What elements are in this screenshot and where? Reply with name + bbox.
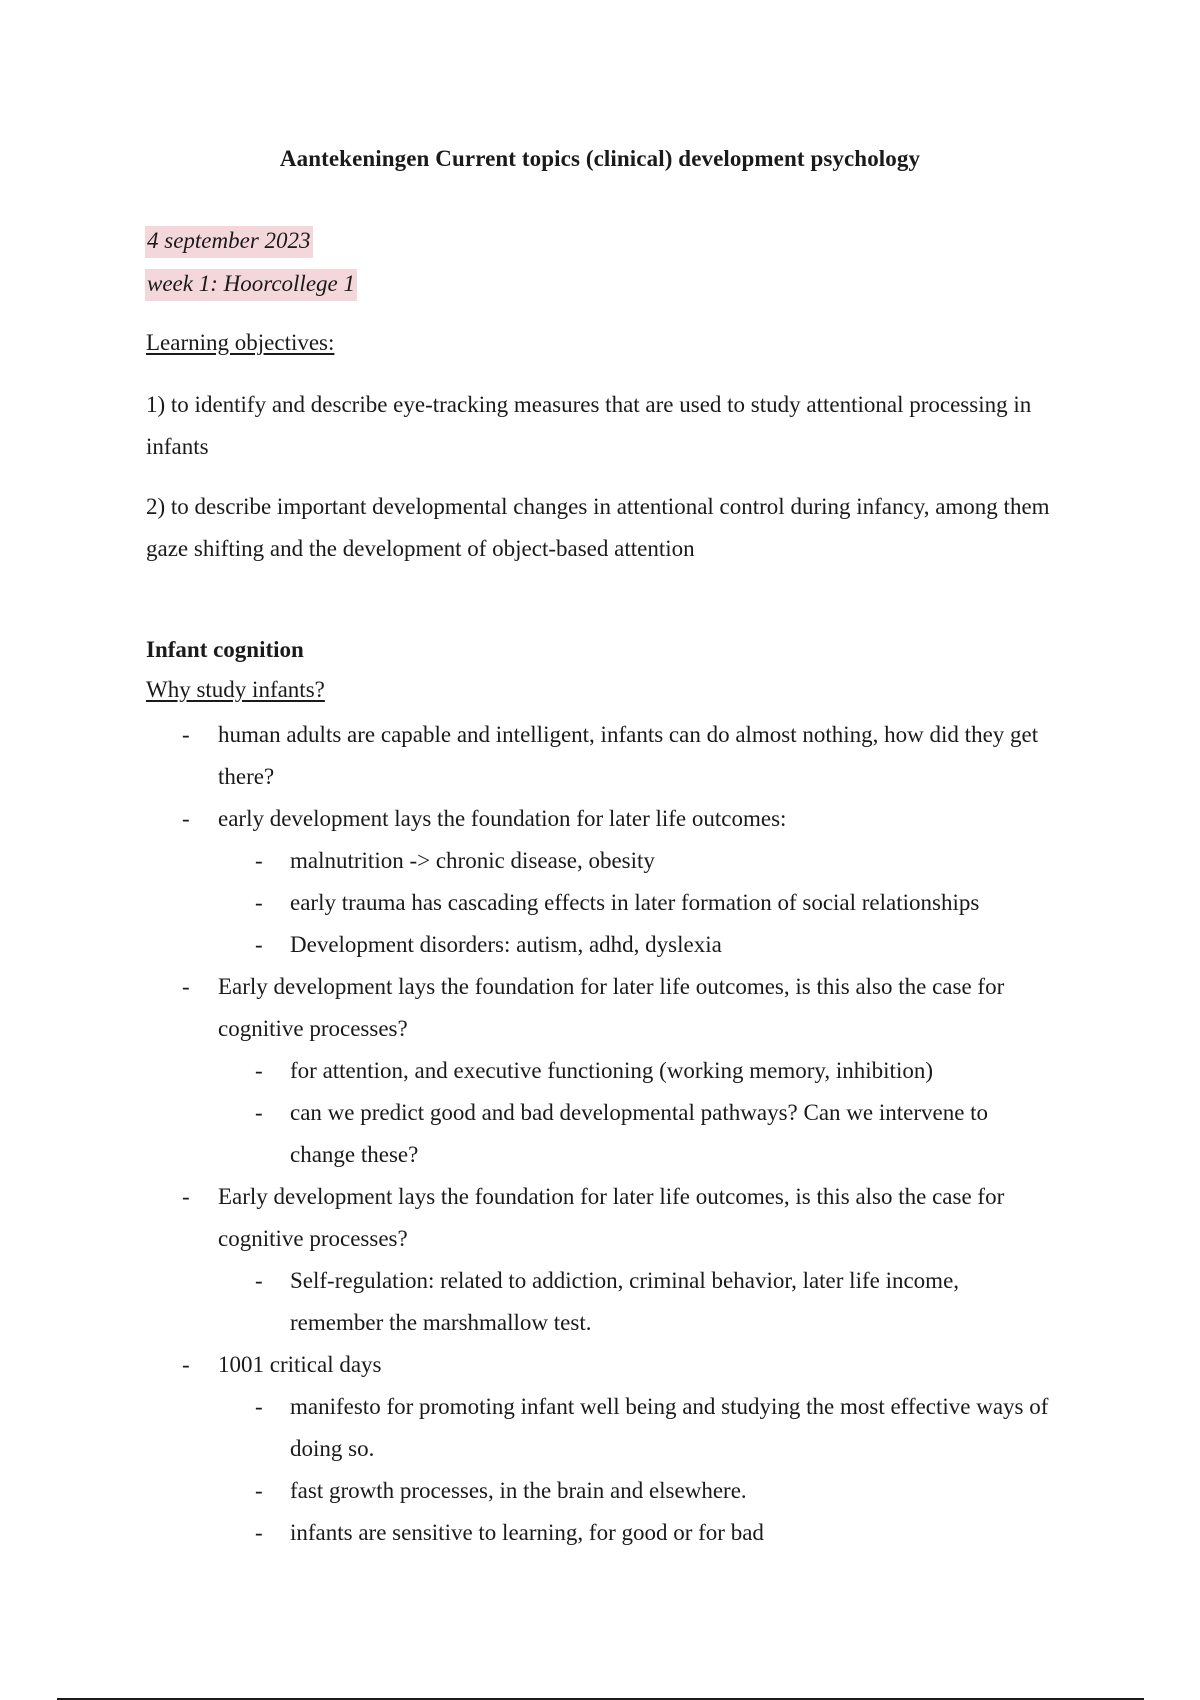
sub-list-item (0, 882, 1050, 924)
learning-objective-1: 1) to identify and describe eye-tracking measures that are used to study attentional processing in infants (146, 392, 1032, 459)
list-item-text: infants are sensitive to learning, for good or for bad (290, 1520, 764, 1545)
bullet-dash: - (255, 1520, 263, 1545)
list-item-text: manifesto for promoting infant well being and studying the most effective ways of doing so. (290, 1394, 1049, 1461)
bullet-dash: - (255, 932, 263, 957)
sub-list-item (0, 1470, 1050, 1512)
learning-objective-2: 2) to describe important developmental changes in attentional control during infancy, among them gaze shifting and the development of object-based attention (146, 494, 1050, 561)
bullet-dash: - (182, 806, 190, 831)
sub-list-item (0, 1512, 1050, 1554)
list-item-text: Development disorders: autism, adhd, dyslexia (290, 932, 722, 957)
list-item-text: malnutrition -> chronic disease, obesity (290, 848, 655, 873)
bullet-dash: - (255, 1058, 263, 1083)
list-item-text: early trauma has cascading effects in later formation of social relationships (290, 890, 980, 915)
bullet-dash: - (255, 890, 263, 915)
list-item (0, 1176, 1048, 1260)
list-item-text: Self-regulation: related to addiction, criminal behavior, later life income, remember the marshmallow test. (290, 1268, 960, 1335)
list-item-text: fast growth processes, in the brain and elsewhere. (290, 1478, 747, 1503)
list-item-text: for attention, and executive functioning (working memory, inhibition) (290, 1058, 933, 1083)
list-item-text: human adults are capable and intelligent, infants can do almost nothing, how did they get there? (218, 722, 1039, 789)
sub-list-item (0, 924, 1050, 966)
bullet-dash: - (255, 1268, 263, 1293)
list-item (0, 1344, 1048, 1386)
list-item (0, 798, 1048, 840)
bullet-dash: - (255, 848, 263, 873)
sub-list-item (0, 1092, 1050, 1176)
bullet-dash: - (255, 1394, 263, 1419)
bullet-dash: - (182, 1352, 190, 1377)
sub-list-item (0, 1386, 1050, 1470)
bullet-dash: - (182, 1184, 190, 1209)
list-item-text: early development lays the foundation for later life outcomes: (218, 806, 787, 831)
sub-list-item (0, 1050, 1050, 1092)
document-title: Aantekeningen Current topics (clinical) development psychology (279, 146, 921, 171)
bullet-list (0, 714, 1200, 1554)
subheading-why-study-infants: Why study infants? (146, 677, 325, 702)
bullet-dash: - (182, 722, 190, 747)
list-item-text: can we predict good and bad developmental pathways? Can we intervene to change these? (290, 1100, 989, 1167)
bullet-dash: - (255, 1478, 263, 1503)
lecture-week: week 1: Hoorcollege 1 (145, 269, 357, 301)
list-item (0, 714, 1048, 798)
list-item-text: Early development lays the foundation for later life outcomes, is this also the case for cognitive processes? (218, 974, 1005, 1041)
list-item-text: 1001 critical days (218, 1352, 382, 1377)
list-item-text: Early development lays the foundation for later life outcomes, is this also the case for cognitive processes? (218, 1184, 1005, 1251)
bullet-dash: - (182, 974, 190, 999)
sub-list-item (0, 1260, 1050, 1344)
section-heading-infant-cognition: Infant cognition (146, 637, 304, 662)
list-item (0, 966, 1048, 1050)
bullet-dash: - (255, 1100, 263, 1125)
sub-list-item (0, 840, 1050, 882)
lecture-date: 4 september 2023 (145, 226, 313, 258)
learning-objectives-heading: Learning objectives: (146, 330, 335, 355)
